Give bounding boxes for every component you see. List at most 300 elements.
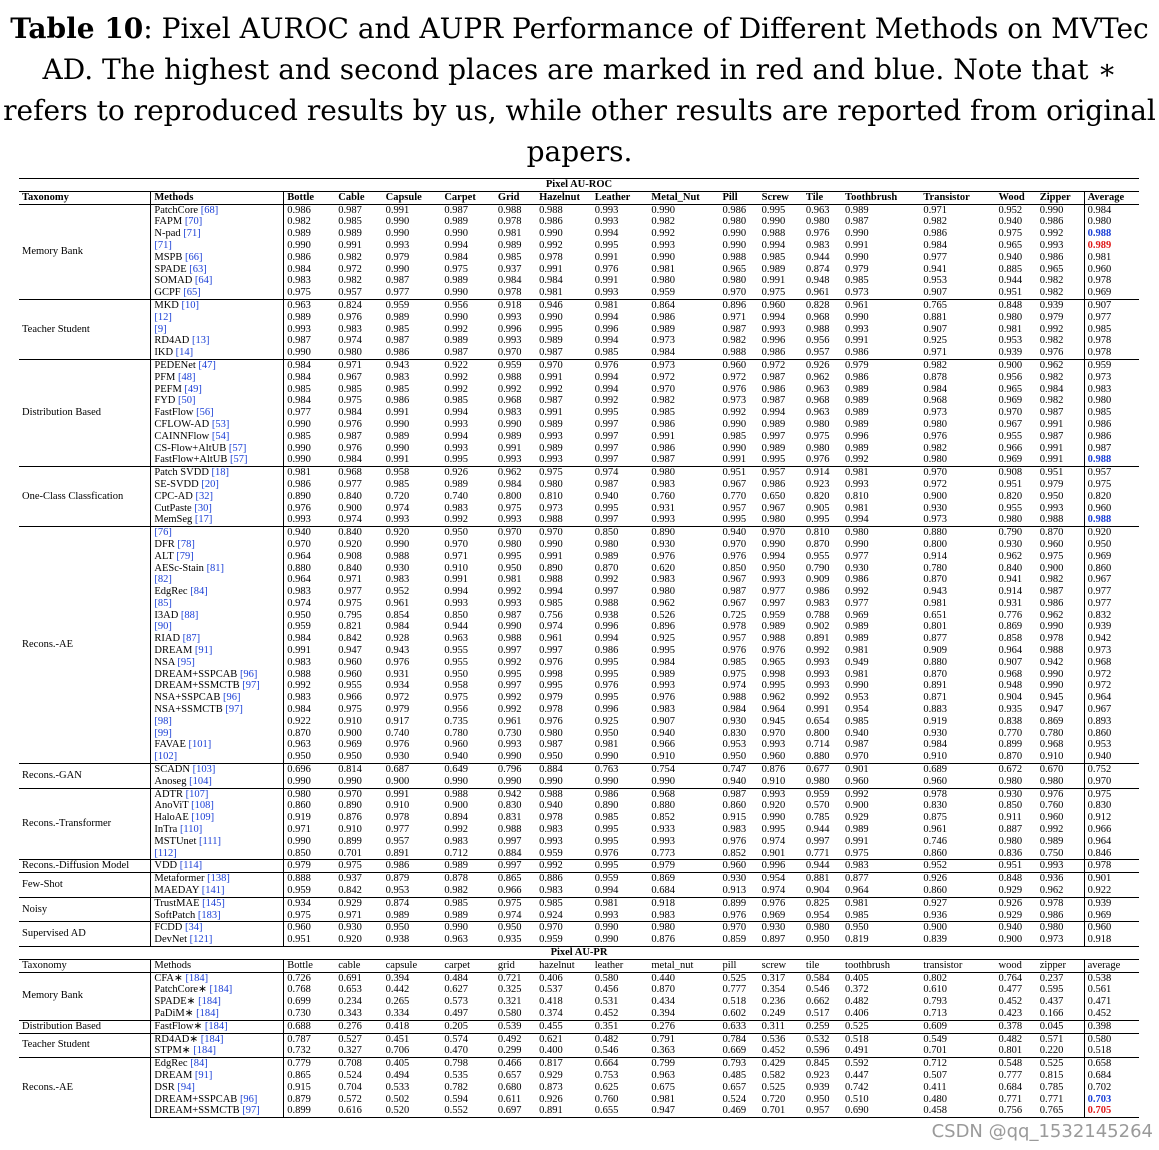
- value-cell: 0.965: [761, 656, 786, 668]
- value-cell: 0.526: [651, 609, 676, 621]
- column-header: Average: [1084, 191, 1139, 204]
- results-table-container: [19, 178, 1139, 1118]
- citation-ref: [90]: [154, 621, 172, 633]
- value-cell: 0.986: [284, 479, 336, 491]
- value-cell: 0.649: [441, 764, 495, 776]
- value-cell: 0.887: [998, 824, 1023, 836]
- value-cell: 0.978: [385, 812, 410, 824]
- value-cell: 0.527: [335, 1033, 382, 1045]
- value-cell: 0.919: [284, 812, 336, 824]
- value-cell: 0.981: [923, 597, 947, 609]
- value-cell: 0.510: [845, 1093, 869, 1105]
- value-cell: 0.994: [594, 335, 619, 347]
- method-cell: [151, 467, 284, 479]
- value-cell: 0.400: [539, 1045, 563, 1057]
- value-cell: 0.985: [385, 323, 410, 335]
- method-name: DREAM+SSMCTB: [154, 1105, 240, 1117]
- value-cell: 0.910: [385, 800, 410, 812]
- average-cell: 0.939: [1084, 621, 1139, 633]
- average-cell: 0.989: [1084, 240, 1139, 252]
- value-cell: 0.507: [923, 1069, 947, 1081]
- value-cell: 0.951: [998, 287, 1023, 299]
- value-cell: 0.987: [338, 204, 362, 216]
- value-cell: 0.975: [845, 847, 869, 859]
- value-cell: 0.990: [722, 442, 747, 454]
- value-cell: 0.972: [722, 371, 747, 383]
- value-cell: 0.986: [651, 311, 676, 323]
- value-cell: 0.995: [594, 692, 619, 704]
- value-cell: 0.572: [338, 1093, 362, 1105]
- value-cell: 0.584: [805, 972, 830, 984]
- method-cell: [151, 972, 284, 984]
- value-cell: 0.982: [923, 216, 947, 228]
- method-cell: [151, 848, 284, 860]
- value-cell: 0.930: [996, 788, 1037, 800]
- method-cell: [151, 240, 284, 252]
- value-cell: 0.437: [1039, 996, 1064, 1008]
- value-cell: 0.525: [761, 1081, 786, 1093]
- value-cell: 0.944: [803, 860, 842, 873]
- value-cell: 0.480: [923, 1093, 947, 1105]
- value-cell: 0.966: [338, 692, 362, 704]
- method-cell: [151, 1105, 284, 1117]
- value-cell: 0.993: [805, 656, 830, 668]
- value-cell: 0.990: [594, 775, 619, 787]
- table-row: [19, 824, 1139, 836]
- value-cell: 0.951: [1037, 467, 1084, 479]
- value-cell: 0.980: [842, 527, 920, 539]
- value-cell: 0.929: [845, 812, 869, 824]
- value-cell: 0.957: [805, 347, 830, 359]
- value-cell: 0.990: [651, 251, 676, 263]
- value-cell: 0.549: [920, 1033, 995, 1045]
- value-cell: 0.982: [1039, 275, 1064, 287]
- caption-text: : Pixel AUROC and AUPR Performance of Different Methods on MVTec AD. The highest and second places are marked in red and blue. Note that ∗ refers to reproduced results by us, while other results are reported from original papers.: [3, 12, 1156, 168]
- value-cell: 0.960: [338, 656, 362, 668]
- value-cell: 0.963: [444, 633, 468, 645]
- value-cell: 0.992: [536, 860, 592, 873]
- value-cell: 0.865: [495, 873, 536, 885]
- value-cell: 0.974: [592, 467, 649, 479]
- value-cell: 0.950: [722, 751, 747, 763]
- value-cell: 0.976: [722, 835, 747, 847]
- value-cell: 0.810: [845, 490, 869, 502]
- value-cell: 0.980: [651, 586, 676, 598]
- value-cell: 0.965: [1039, 263, 1064, 275]
- average-cell: 0.953: [1084, 739, 1139, 751]
- value-cell: 0.975: [536, 467, 592, 479]
- value-cell: 0.977: [338, 478, 362, 490]
- method-name: VDD: [154, 860, 178, 872]
- value-cell: 0.980: [998, 775, 1023, 787]
- value-cell: 0.780: [923, 562, 947, 574]
- method-cell: [151, 1094, 284, 1106]
- value-cell: 0.987: [845, 739, 869, 751]
- value-cell: 0.985: [385, 383, 410, 395]
- value-cell: 0.552: [441, 1105, 495, 1117]
- value-cell: 0.987: [1039, 586, 1064, 598]
- value-cell: 0.929: [539, 1069, 563, 1081]
- value-cell: 0.687: [383, 764, 442, 776]
- value-cell: 0.976: [805, 228, 830, 240]
- value-cell: 0.836: [998, 847, 1023, 859]
- method-name: FastFlow∗: [154, 1020, 203, 1032]
- value-cell: 0.997: [594, 454, 619, 466]
- average-cell: 0.972: [1084, 669, 1139, 681]
- table-row: [19, 751, 1139, 763]
- value-cell: 0.972: [759, 359, 803, 371]
- value-cell: 0.990: [594, 934, 619, 946]
- value-cell: 0.940: [284, 527, 336, 539]
- table-row: [19, 621, 1139, 633]
- table-row: [19, 454, 1139, 466]
- table-row: [19, 680, 1139, 692]
- value-cell: 0.993: [1039, 239, 1064, 251]
- value-cell: 0.976: [722, 909, 747, 921]
- value-cell: 0.997: [594, 586, 619, 598]
- value-cell: 0.993: [284, 514, 336, 526]
- method-cell: [151, 1058, 284, 1070]
- value-cell: 0.991: [1039, 454, 1064, 466]
- value-cell: 0.978: [497, 287, 522, 299]
- value-cell: 0.984: [923, 739, 947, 751]
- value-cell: 0.966: [998, 442, 1023, 454]
- value-cell: 0.990: [594, 751, 619, 763]
- method-cell: [151, 873, 284, 885]
- value-cell: 0.990: [284, 443, 336, 455]
- value-cell: 0.985: [536, 897, 592, 909]
- value-cell: 0.879: [284, 1094, 336, 1106]
- value-cell: 0.962: [1039, 609, 1064, 621]
- value-cell: 0.962: [805, 371, 830, 383]
- value-cell: 0.947: [648, 1105, 719, 1117]
- value-cell: 0.986: [845, 371, 869, 383]
- method-name: PaDiM∗: [154, 1007, 194, 1019]
- value-cell: 0.988: [497, 633, 522, 645]
- value-cell: 0.972: [385, 692, 410, 704]
- value-cell: 0.830: [722, 727, 747, 739]
- value-cell: 0.820: [998, 490, 1023, 502]
- value-cell: 0.701: [759, 1105, 803, 1117]
- method-cell: [151, 454, 284, 466]
- citation-ref: [57]: [228, 442, 247, 454]
- method-name: FastFlow+AltUB: [154, 454, 228, 466]
- value-cell: 0.456: [594, 984, 619, 996]
- value-cell: 0.989: [284, 228, 336, 240]
- method-cell: [151, 359, 284, 371]
- value-cell: 0.850: [722, 562, 747, 574]
- table-row: [19, 1033, 1139, 1045]
- value-cell: 0.986: [594, 645, 619, 657]
- value-cell: 0.492: [495, 1033, 536, 1045]
- value-cell: 0.967: [761, 502, 786, 514]
- value-cell: 0.971: [923, 347, 947, 359]
- value-cell: 0.988: [722, 692, 747, 704]
- value-cell: 0.958: [383, 467, 442, 479]
- value-cell: 0.234: [338, 996, 362, 1008]
- value-cell: 0.869: [998, 621, 1023, 633]
- value-cell: 0.990: [497, 751, 522, 763]
- value-cell: 0.944: [998, 275, 1023, 287]
- value-cell: 0.815: [1039, 1069, 1064, 1081]
- value-cell: 0.801: [998, 1045, 1023, 1057]
- value-cell: 0.423: [998, 1007, 1023, 1019]
- value-cell: 0.913: [722, 885, 747, 897]
- value-cell: 0.950: [444, 668, 468, 680]
- value-cell: 0.609: [920, 1020, 995, 1033]
- value-cell: 0.978: [1037, 897, 1084, 909]
- value-cell: 0.993: [539, 454, 563, 466]
- value-cell: 0.980: [805, 216, 830, 228]
- citation-ref: [88]: [180, 609, 199, 621]
- value-cell: 0.990: [539, 311, 563, 323]
- citation-ref: [85]: [154, 597, 172, 609]
- value-cell: 0.992: [497, 704, 522, 716]
- value-cell: 0.354: [761, 984, 786, 996]
- method-cell: [151, 598, 284, 610]
- value-cell: 0.989: [497, 239, 522, 251]
- value-cell: 0.998: [539, 668, 563, 680]
- value-cell: 0.931: [651, 502, 676, 514]
- citation-ref: [34]: [185, 922, 203, 934]
- citation-ref: [111]: [198, 835, 221, 847]
- value-cell: 0.993: [651, 239, 676, 251]
- value-cell: 0.992: [842, 788, 920, 800]
- citation-ref: [63]: [189, 263, 207, 275]
- value-cell: 0.995: [539, 680, 563, 692]
- method-cell: [151, 669, 284, 681]
- citation-ref: [121]: [189, 934, 213, 946]
- value-cell: 0.990: [1039, 204, 1064, 216]
- average-cell: 0.960: [1084, 264, 1139, 276]
- value-cell: 0.166: [1039, 1007, 1064, 1019]
- method-name: DREAM+SSPCAB: [154, 1093, 238, 1105]
- value-cell: 0.969: [761, 909, 786, 921]
- value-cell: 0.984: [284, 633, 336, 645]
- value-cell: 0.299: [497, 1045, 522, 1057]
- value-cell: 0.959: [495, 359, 536, 371]
- value-cell: 0.517: [805, 1007, 830, 1019]
- value-cell: 0.996: [594, 704, 619, 716]
- citation-ref: [66]: [185, 251, 203, 263]
- value-cell: 0.955: [444, 645, 468, 657]
- value-cell: 0.990: [845, 228, 869, 240]
- value-cell: 0.996: [845, 430, 869, 442]
- value-cell: 0.950: [761, 562, 786, 574]
- value-cell: 0.845: [803, 1058, 842, 1070]
- method-name: NSA+SSMCTB: [154, 704, 223, 716]
- value-cell: 0.983: [842, 860, 920, 873]
- value-cell: 0.972: [651, 371, 676, 383]
- value-cell: 0.989: [1039, 835, 1064, 847]
- method-cell: [151, 312, 284, 324]
- method-name: PEDENet: [154, 359, 196, 371]
- value-cell: 0.524: [722, 1093, 747, 1105]
- method-cell: [151, 996, 284, 1008]
- value-cell: 0.975: [1039, 550, 1064, 562]
- method-cell: [151, 692, 284, 704]
- value-cell: 0.981: [497, 574, 522, 586]
- value-cell: 0.971: [338, 574, 362, 586]
- average-cell: 0.957: [1084, 467, 1139, 479]
- citation-ref: [96]: [223, 692, 241, 704]
- table-row: [19, 739, 1139, 751]
- value-cell: 0.987: [761, 371, 786, 383]
- value-cell: 0.943: [383, 359, 442, 371]
- value-cell: 0.982: [722, 335, 747, 347]
- value-cell: 0.961: [923, 824, 947, 836]
- section-title-row: [19, 179, 1139, 192]
- value-cell: 0.972: [923, 478, 947, 490]
- value-cell: 0.990: [444, 287, 468, 299]
- value-cell: 0.983: [651, 574, 676, 586]
- average-cell: 0.969: [1084, 551, 1139, 563]
- value-cell: 0.987: [444, 347, 468, 359]
- table-row: [19, 885, 1139, 897]
- citation-ref: [91]: [194, 645, 213, 657]
- value-cell: 0.993: [284, 324, 336, 336]
- value-cell: 0.852: [722, 847, 747, 859]
- value-cell: 0.418: [383, 1020, 442, 1033]
- average-cell: 0.703: [1084, 1094, 1139, 1106]
- value-cell: 0.973: [651, 335, 676, 347]
- value-cell: 0.983: [805, 239, 830, 251]
- value-cell: 0.997: [594, 442, 619, 454]
- value-cell: 0.974: [722, 680, 747, 692]
- value-cell: 0.933: [651, 824, 676, 836]
- value-cell: 0.894: [444, 812, 468, 824]
- value-cell: 0.980: [998, 514, 1023, 526]
- value-cell: 0.840: [338, 490, 362, 502]
- citation-ref: [49]: [184, 383, 202, 395]
- value-cell: 0.952: [385, 586, 410, 598]
- value-cell: 0.950: [284, 610, 336, 622]
- value-cell: 0.896: [719, 299, 758, 311]
- value-cell: 0.910: [761, 775, 786, 787]
- value-cell: 0.800: [923, 538, 947, 550]
- value-cell: 0.771: [805, 847, 830, 859]
- value-cell: 0.343: [338, 1007, 362, 1019]
- value-cell: 0.971: [722, 311, 747, 323]
- taxonomy-cell: One-Class Classfication: [19, 467, 151, 527]
- method-name: N-pad: [154, 228, 181, 240]
- value-cell: 0.991: [497, 442, 522, 454]
- value-cell: 0.983: [722, 824, 747, 836]
- column-header: metal_nut: [648, 959, 719, 972]
- value-cell: 0.968: [648, 788, 719, 800]
- value-cell: 0.970: [845, 751, 869, 763]
- value-cell: 0.977: [845, 597, 869, 609]
- value-cell: 0.985: [338, 383, 362, 395]
- method-name: EdgRec: [154, 586, 188, 598]
- value-cell: 0.750: [1039, 847, 1064, 859]
- average-cell: 0.702: [1084, 1082, 1139, 1094]
- value-cell: 0.880: [923, 656, 947, 668]
- value-cell: 0.986: [761, 347, 786, 359]
- table-row: [19, 539, 1139, 551]
- value-cell: 0.991: [845, 239, 869, 251]
- value-cell: 0.962: [495, 467, 536, 479]
- value-cell: 0.982: [338, 251, 362, 263]
- value-cell: 0.746: [923, 835, 947, 847]
- value-cell: 0.740: [444, 490, 468, 502]
- value-cell: 0.793: [719, 1058, 758, 1070]
- value-cell: 0.850: [592, 527, 649, 539]
- value-cell: 0.976: [385, 656, 410, 668]
- value-cell: 0.930: [923, 727, 947, 739]
- value-cell: 0.620: [651, 562, 676, 574]
- value-cell: 0.926: [996, 897, 1037, 909]
- value-cell: 0.989: [444, 335, 468, 347]
- value-cell: 0.810: [539, 490, 563, 502]
- value-cell: 0.997: [805, 835, 830, 847]
- table-row: [19, 910, 1139, 922]
- average-cell: 0.860: [1084, 728, 1139, 740]
- value-cell: 0.825: [803, 897, 842, 909]
- citation-ref: [12]: [154, 311, 172, 323]
- table-row: [19, 431, 1139, 443]
- average-cell: 0.969: [1084, 910, 1139, 922]
- value-cell: 0.924: [539, 909, 563, 921]
- value-cell: 0.983: [338, 323, 362, 335]
- value-cell: 0.992: [444, 514, 468, 526]
- value-cell: 0.988: [385, 550, 410, 562]
- average-cell: 0.978: [1084, 347, 1139, 359]
- value-cell: 0.968: [923, 395, 947, 407]
- table-row: [19, 586, 1139, 598]
- value-cell: 0.990: [284, 419, 336, 431]
- value-cell: 0.970: [497, 347, 522, 359]
- value-cell: 0.764: [998, 972, 1023, 984]
- average-cell: 0.398: [1084, 1020, 1139, 1033]
- header-row: [19, 191, 1139, 204]
- table-row: [19, 812, 1139, 824]
- value-cell: 0.997: [761, 430, 786, 442]
- value-cell: 0.979: [539, 692, 563, 704]
- method-name: MSPB: [154, 251, 183, 263]
- value-cell: 0.259: [803, 1020, 842, 1033]
- value-cell: 0.406: [539, 972, 563, 984]
- value-cell: 0.995: [497, 668, 522, 680]
- method-cell: [151, 776, 284, 788]
- value-cell: 0.991: [385, 454, 410, 466]
- value-cell: 0.989: [444, 275, 468, 287]
- table-row: [19, 848, 1139, 860]
- value-cell: 0.740: [385, 727, 410, 739]
- column-header: cable: [335, 959, 382, 972]
- citation-ref: [108]: [191, 800, 214, 812]
- value-cell: 0.986: [923, 228, 947, 240]
- value-cell: 0.991: [805, 704, 830, 716]
- value-cell: 0.780: [1039, 727, 1064, 739]
- value-cell: 0.997: [594, 418, 619, 430]
- value-cell: 0.535: [444, 1069, 468, 1081]
- value-cell: 0.948: [805, 275, 830, 287]
- value-cell: 0.949: [845, 656, 869, 668]
- table-row: [19, 264, 1139, 276]
- value-cell: 0.878: [441, 873, 495, 885]
- value-cell: 0.870: [594, 562, 619, 574]
- value-cell: 0.990: [338, 775, 362, 787]
- method-cell: [151, 335, 284, 347]
- value-cell: 0.966: [651, 739, 676, 751]
- method-name: PatchCore: [154, 204, 199, 216]
- average-cell: 0.988: [1084, 228, 1139, 240]
- value-cell: 0.791: [648, 1033, 719, 1045]
- value-cell: 0.907: [923, 323, 947, 335]
- value-cell: 0.205: [441, 1020, 495, 1033]
- method-cell: [151, 264, 284, 276]
